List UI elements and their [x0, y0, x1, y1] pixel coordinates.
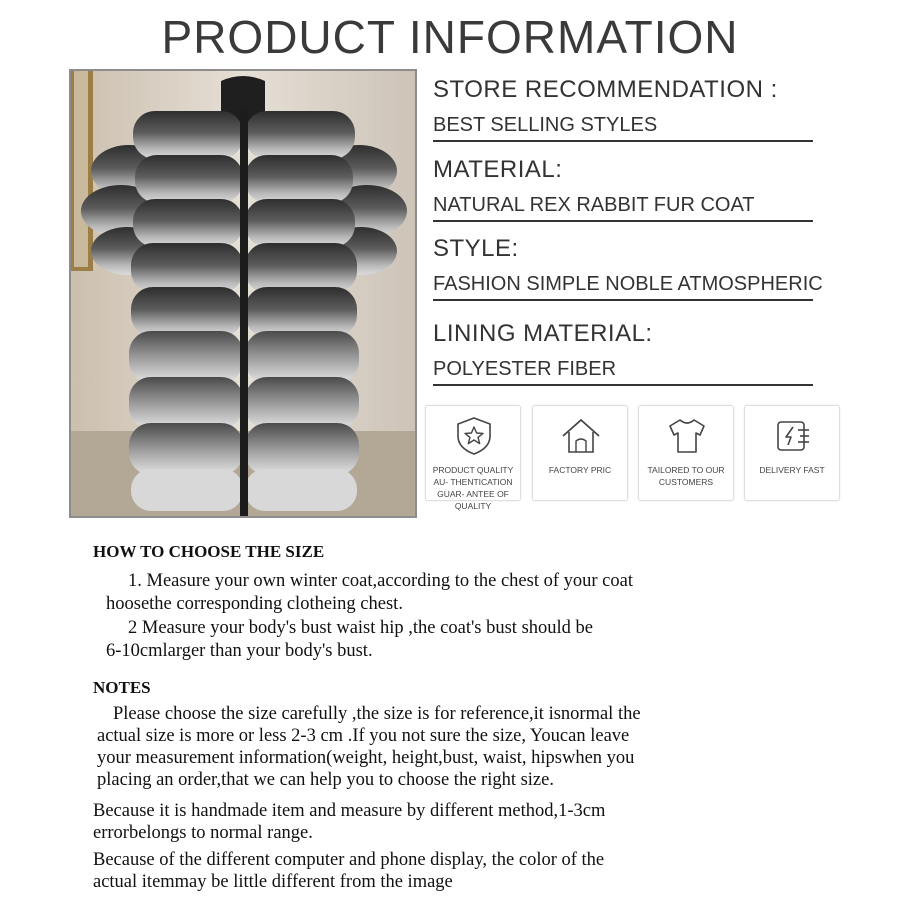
- notes-p3-line-2: actual itemmay be little different from the image: [93, 872, 453, 892]
- spec-material: [433, 156, 813, 222]
- feature-text: PRODUCT QUALITY AU- THENTICATION GUAR- ANTEE OF QUALITY: [432, 465, 514, 511]
- tshirt-icon: [665, 414, 709, 458]
- notes-p1-line-3: your measurement information(weight, height,bust, waist, hipswhen you: [97, 748, 635, 768]
- size-step-1-line-1: 1. Measure your own winter coat,according to the chest of your coat: [128, 571, 633, 591]
- notes-p1-line-2: actual size is more or less 2-3 cm .If you not sure the size, Youcan leave: [97, 726, 630, 746]
- feature-card-tailored: [638, 405, 734, 501]
- spec-label: LINING MATERIAL:: [433, 320, 653, 347]
- spec-store-recommendation: [433, 76, 813, 142]
- spec-style: [433, 235, 823, 301]
- house-icon: [559, 414, 603, 458]
- feature-text: TAILORED TO OUR CUSTOMERS: [647, 465, 725, 487]
- feature-card-quality: [425, 405, 521, 511]
- spec-value: BEST SELLING STYLES: [433, 112, 813, 142]
- size-step-2-line-1: 2 Measure your body's bust waist hip ,the coat's bust should be: [128, 618, 594, 638]
- spec-value: POLYESTER FIBER: [433, 356, 813, 386]
- spec-label: MATERIAL:: [433, 156, 563, 183]
- notes-p1-line-1: Please choose the size carefully ,the size is for reference,it isnormal the: [113, 704, 641, 724]
- feature-text: DELIVERY FAST: [759, 465, 825, 475]
- spec-value: NATURAL REX RABBIT FUR COAT: [433, 192, 813, 222]
- feature-row: [425, 405, 840, 511]
- page-title: PRODUCT INFORMATION: [161, 11, 739, 63]
- feature-card-delivery: [744, 405, 840, 501]
- delivery-icon: [771, 414, 815, 458]
- notes-heading: NOTES: [93, 678, 151, 697]
- notes-p1-line-4: placing an order,that we can help you to choose the right size.: [97, 770, 554, 790]
- spec-label: STORE RECOMMENDATION :: [433, 76, 778, 103]
- spec-value: FASHION SIMPLE NOBLE ATMOSPHERIC: [433, 271, 813, 301]
- fur-vest-image: [71, 71, 415, 516]
- notes-p2-line-2: errorbelongs to normal range.: [93, 823, 313, 843]
- notes-p3-line-1: Because of the different computer and phone display, the color of the: [93, 850, 605, 870]
- size-guide-heading: HOW TO CHOOSE THE SIZE: [93, 542, 325, 561]
- size-step-2-line-2: 6-10cmlarger than your body's bust.: [106, 641, 373, 661]
- spec-label: STYLE:: [433, 235, 519, 262]
- spec-lining-material: [433, 320, 813, 386]
- shield-star-icon: [452, 414, 496, 458]
- feature-card-factory-price: [532, 405, 628, 501]
- feature-text: FACTORY PRIC: [548, 465, 612, 475]
- size-step-1-line-2: hoosethe corresponding clotheing chest.: [106, 594, 403, 614]
- product-photo: [69, 69, 417, 518]
- notes-p2-line-1: Because it is handmade item and measure by different method,1-3cm: [93, 801, 606, 821]
